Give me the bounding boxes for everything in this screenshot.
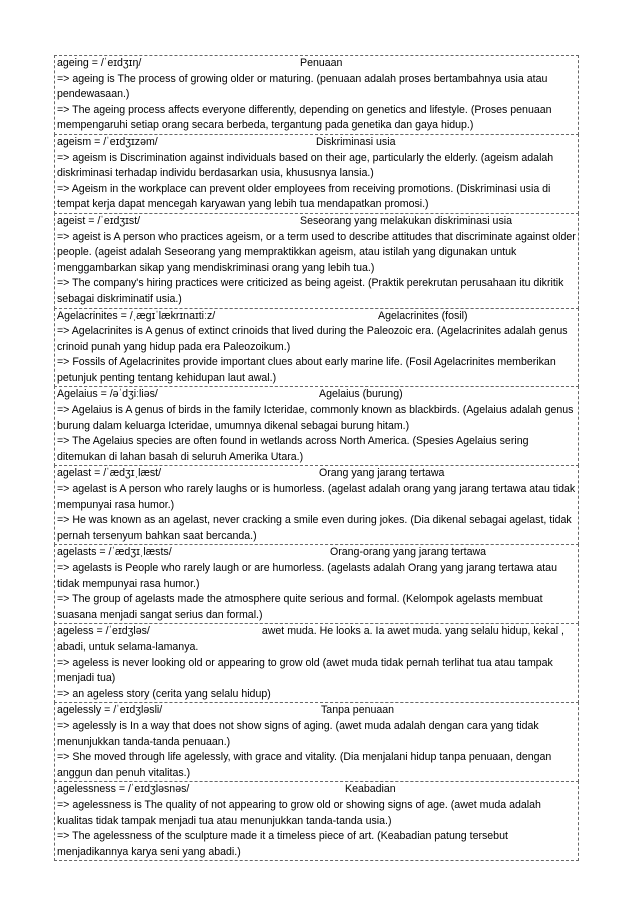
dictionary-entry	[54, 465, 579, 545]
dictionary-entry	[54, 213, 579, 309]
entry-definition: => agelast is A person who rarely laughs or is humorless. (agelast adalah orang yang jarang tertawa atau tidak mempunyai rasa humor.)	[57, 483, 576, 511]
entry-term: Agelacrinites = /ˌæɡɪˈlækrɪnaɪtiːz/	[57, 309, 216, 322]
dictionary-entry	[54, 702, 579, 782]
entry-definition: => ageist is A person who practices ageism, or a term used to describe attitudes that discriminate against older people. (ageist adalah Seseorang yang mempraktikkan ageism, atau istilah yang digunakan untuk menggambarkan sikap yang mendiskriminasi orang yang lebih tua.)	[57, 230, 576, 274]
dictionary-document	[54, 56, 579, 861]
entry-example: => The agelessness of the sculpture made it a timeless piece of art. (Keabadian patung tersebut menjadikannya karya seni yang abadi.)	[57, 830, 508, 858]
entry-term: agelessness = /ˈeɪdʒləsnəs/	[57, 783, 190, 796]
entry-term: agelessly = /ˈeɪdʒləsli/	[57, 704, 163, 717]
entry-example: => The company's hiring practices were criticized as being ageist. (Praktik perekrutan perusahaan itu dikritik sebagai diskriminatif usia.)	[57, 277, 564, 305]
entry-header	[57, 309, 576, 325]
entry-example: => Ageism in the workplace can prevent older employees from receiving promotions. (Diskriminasi usia di tempat kerja dapat mencegah karyawan yang lebih tua mendapatkan promosi.)	[57, 182, 551, 211]
entry-example: => The Agelaius species are often found in wetlands across North America. (Spesies Agelaius sering ditemukan di lahan basah di seluruh Amerika Utara.)	[57, 435, 529, 463]
entry-header	[57, 387, 576, 403]
entry-definition: => agelasts is People who rarely laugh or are humorless. (agelasts adalah Orang yang jarang tertawa atau tidak mempunyai rasa humor.)	[57, 562, 557, 590]
entry-header	[57, 624, 576, 655]
entry-example: => She moved through life agelessly, with grace and vitality. (Dia menjalani hidup tanpa penuaan, dengan anggun dan penuh vitalitas.)	[57, 751, 552, 779]
entry-header	[57, 466, 576, 482]
entry-term: ageless = /ˈeɪdʒləs/	[57, 625, 150, 638]
entry-definition: => Agelaius is A genus of birds in the family Icteridae, commonly known as blackbirds. (Agelaius adalah genus burung dalam keluarga Icteridae, umumnya dikenal sebagai burung hitam.)	[57, 404, 574, 432]
entry-translation: Orang yang jarang tertawa	[319, 467, 445, 480]
entry-term: ageism = /ˈeɪdʒɪzəm/	[57, 135, 158, 148]
entry-translation: Diskriminasi usia	[316, 135, 396, 148]
entry-definition: => ageing is The process of growing older or maturing. (penuaan adalah proses bertambahnya usia atau pendewasaan.)	[57, 72, 548, 101]
entry-term: ageist = /ˈeɪdʒɪst/	[57, 214, 141, 227]
entry-example: => The group of agelasts made the atmosphere quite serious and formal. (Kelompok agelasts membuat suasana menjadi sangat serius dan formal.)	[57, 593, 543, 621]
entry-translation: Penuaan	[300, 57, 343, 69]
entry-definition: => Agelacrinites is A genus of extinct crinoids that lived during the Paleozoic era. (Agelacrinites adalah genus crinoid punah yang hidup pada era Paleozoikum.)	[57, 325, 568, 353]
entry-definition: => agelessness is The quality of not appearing to grow old or showing signs of age. (awet muda adalah kualitas tidak tampak menjadi tua atau menunjukkan tanda-tanda usia.)	[57, 798, 541, 827]
dictionary-entry	[54, 308, 579, 388]
entry-header	[57, 135, 576, 151]
entry-header	[57, 214, 576, 230]
dictionary-entry	[54, 55, 579, 135]
entry-example: => The ageing process affects everyone differently, depending on genetics and lifestyle. (Proses penuaan mempengaruhi setiap orang secara berbeda, tergantung pada genetika dan gaya hidup.)	[57, 103, 552, 132]
entry-example: => He was known as an agelast, never cracking a smile even during jokes. (Dia dikenal sebagai agelast, tidak pernah tersenyum bahkan saat bercanda.)	[57, 514, 572, 542]
entry-term: agelasts = /ˈædʒɪˌlæsts/	[57, 546, 172, 559]
dictionary-entry	[54, 544, 579, 624]
dictionary-entry	[54, 623, 579, 703]
entry-definition: => ageless is never looking old or appearing to grow old (awet muda tidak pernah terlihat tua atau tampak menjadi tua)	[57, 656, 553, 685]
entry-header	[57, 545, 576, 561]
dictionary-entry	[54, 386, 579, 466]
entry-translation: Seseorang yang melakukan diskriminasi usia	[300, 214, 512, 227]
entry-translation: Tanpa penuaan	[321, 704, 395, 717]
entry-example: => Fossils of Agelacrinites provide important clues about early marine life. (Fosil Agelacrinites memberikan petunjuk penting tentang kehidupan laut awal.)	[57, 356, 556, 384]
entry-translation: Agelacrinites (fosil)	[378, 309, 468, 322]
entry-term: ageing = /ˈeɪdʒɪŋ/	[57, 57, 142, 69]
entry-term: Agelaius = /əˈdʒiːliəs/	[57, 388, 158, 401]
entry-translation: Keabadian	[345, 783, 396, 796]
entry-definition: => agelessly is In a way that does not show signs of aging. (awet muda adalah dengan cara yang tidak menunjukkan tanda-tanda penuaan.)	[57, 719, 539, 748]
entry-translation: awet muda. He looks a. Ia awet muda. yang selalu hidup, kekal , abadi, untuk selama-lamanya.	[57, 625, 564, 653]
entry-header	[57, 56, 576, 72]
entry-translation: Orang-orang yang jarang tertawa	[330, 546, 487, 559]
dictionary-entry	[54, 134, 579, 214]
entry-header	[57, 703, 576, 719]
entry-header	[57, 782, 576, 798]
dictionary-entry	[54, 781, 579, 861]
entry-translation: Agelaius (burung)	[319, 388, 403, 401]
entry-term: agelast = /ˈædʒɪˌlæst/	[57, 467, 162, 480]
entry-definition: => ageism is Discrimination against individuals based on their age, particularly the elderly. (ageism adalah diskriminasi terhadap individu berdasarkan usia, khususnya lansia.)	[57, 151, 554, 180]
entry-example: => an ageless story (cerita yang selalu hidup)	[57, 687, 271, 700]
